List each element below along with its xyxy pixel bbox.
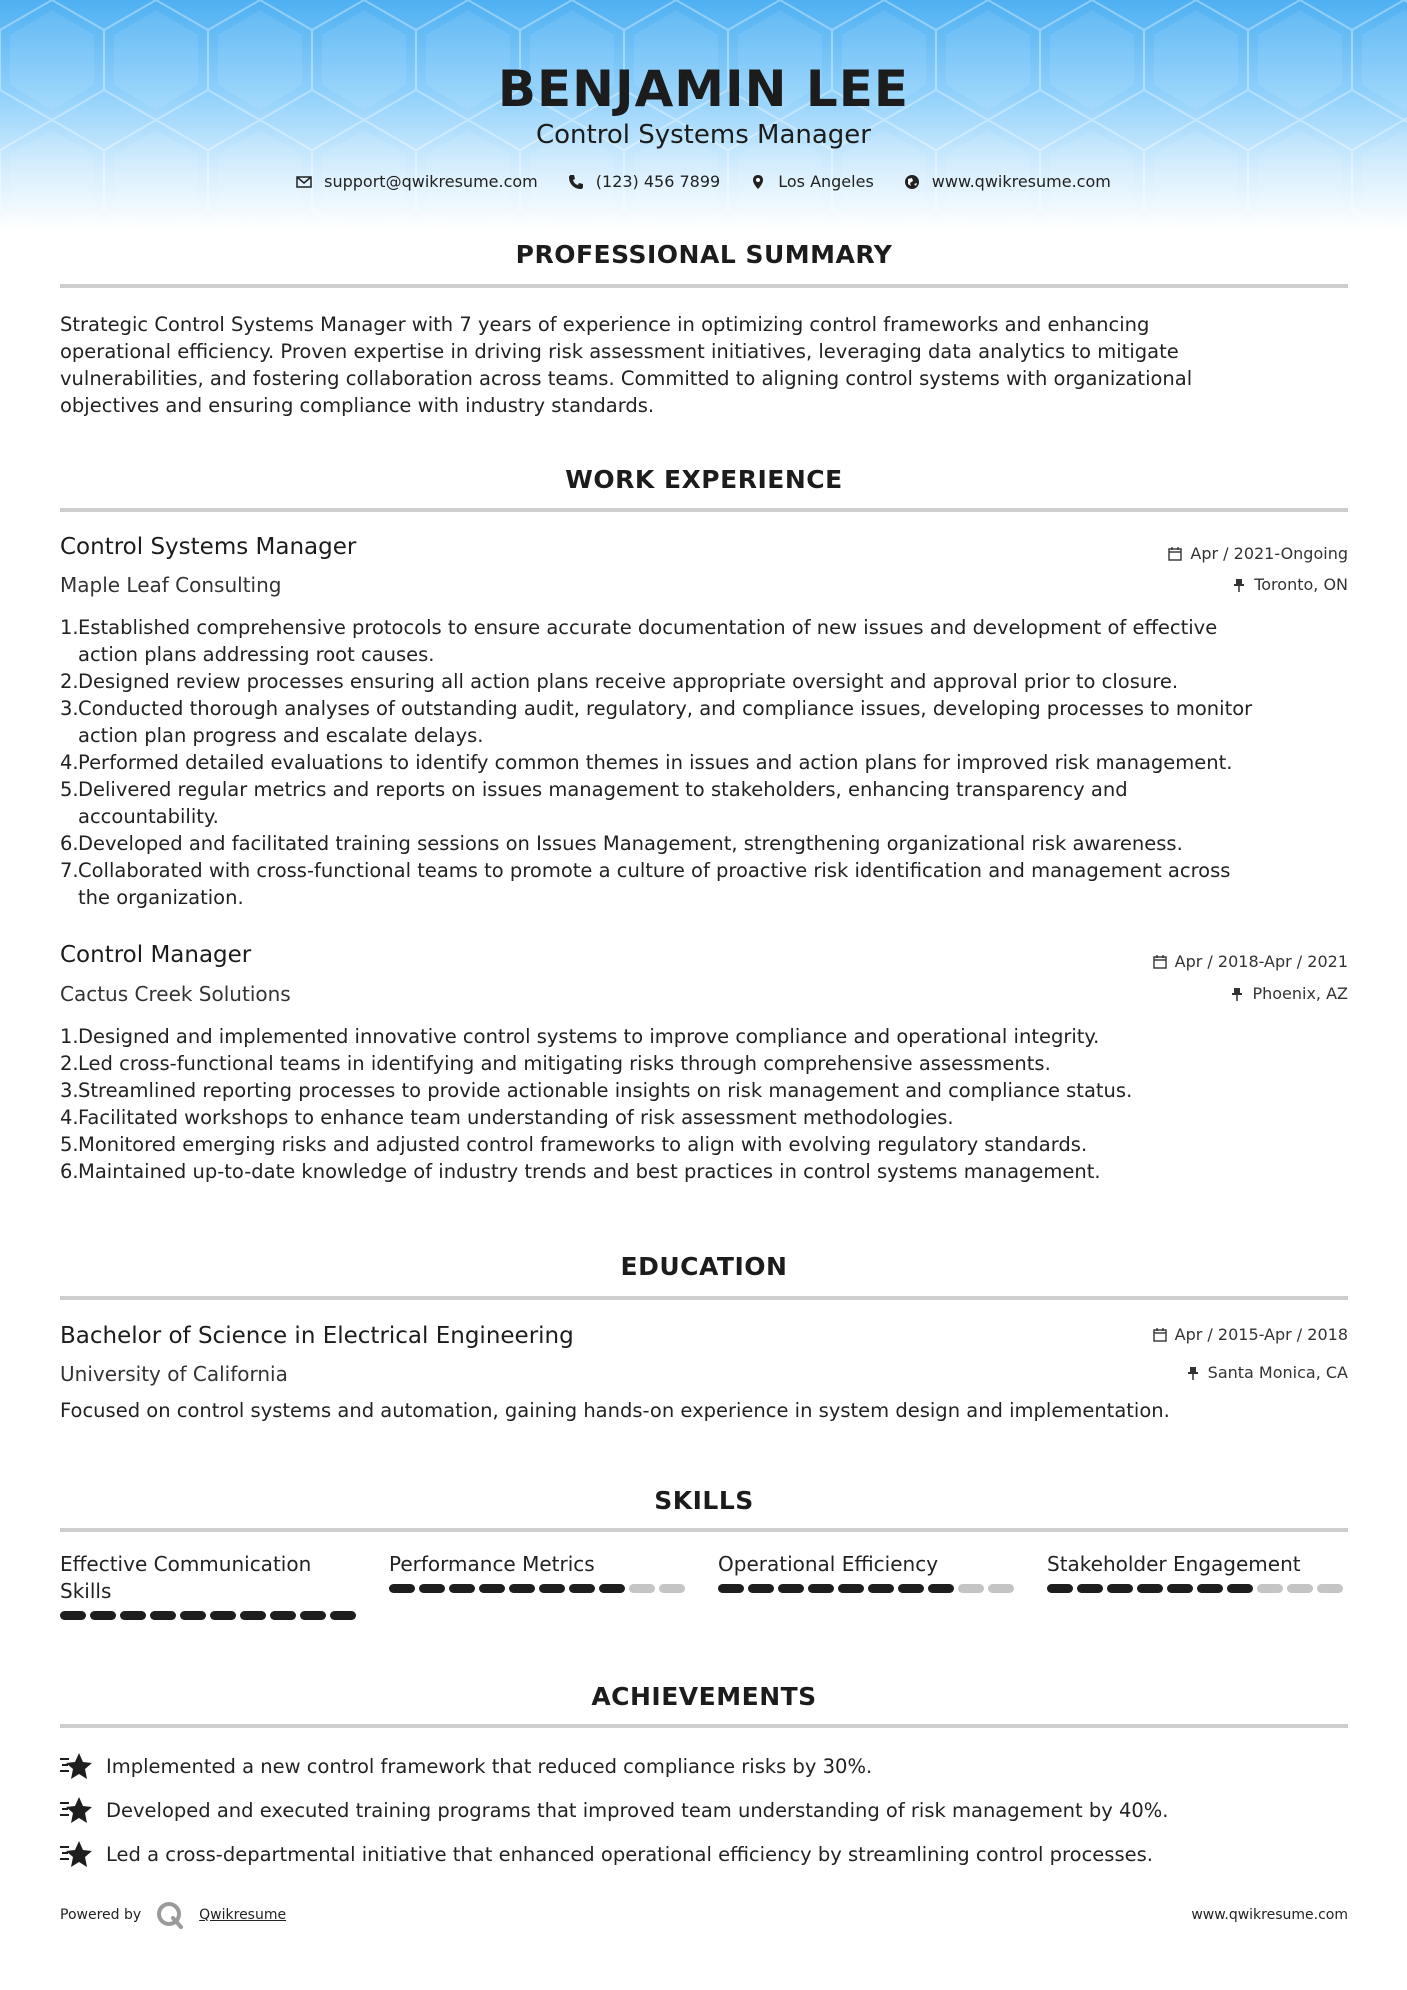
skill-level-segment-filled xyxy=(300,1611,326,1620)
section-title-experience: WORK EXPERIENCE xyxy=(565,465,843,494)
summary-line: objectives and ensuring compliance with industry standards. xyxy=(60,394,655,417)
job-bullets xyxy=(60,614,1348,911)
list-item: 5. Monitored emerging risks and adjusted control frameworks to align with evolving regulatory standards. xyxy=(60,1133,1088,1156)
skill-name-line: Operational Efficiency xyxy=(718,1552,939,1576)
skill-item xyxy=(389,1551,689,1593)
school-name: University of California xyxy=(60,1362,288,1386)
skill-level-segment-filled xyxy=(120,1611,146,1620)
skill-level-segment-empty xyxy=(958,1584,984,1593)
star-icon xyxy=(60,1795,92,1825)
skill-level-segment-filled xyxy=(778,1584,804,1593)
contact-email[interactable] xyxy=(296,172,538,191)
skill-level-segment-filled xyxy=(569,1584,595,1593)
achievement-text: Implemented a new control framework that reduced compliance risks by 30%. xyxy=(106,1754,873,1778)
list-item: 6. Developed and facilitated training sessions on Issues Management, strengthening organizational risk awareness. xyxy=(60,832,1183,855)
skill-level-segment-filled xyxy=(718,1584,744,1593)
skill-level-segment-filled xyxy=(928,1584,954,1593)
skill-name xyxy=(718,1551,1018,1578)
contact-email-text: support@qwikresume.com xyxy=(324,172,538,191)
header-banner xyxy=(0,0,1407,230)
skill-level-segment-filled xyxy=(1197,1584,1223,1593)
skill-level-segment-filled xyxy=(180,1611,206,1620)
skill-level-bar xyxy=(718,1584,1018,1593)
star-icon xyxy=(60,1839,92,1869)
calendar-icon xyxy=(1153,1328,1167,1342)
skill-level-segment-filled xyxy=(808,1584,834,1593)
section-title-summary: PROFESSIONAL SUMMARY xyxy=(515,240,893,269)
section-divider xyxy=(60,508,1348,512)
skill-name-line: Skills xyxy=(60,1579,112,1603)
education-location xyxy=(1186,1363,1348,1382)
skill-level-segment-filled xyxy=(419,1584,445,1593)
job-location-text: Phoenix, AZ xyxy=(1252,984,1348,1003)
skill-level-segment-filled xyxy=(509,1584,535,1593)
section-title-achievements: ACHIEVEMENTS xyxy=(591,1682,817,1711)
list-item: 2. Led cross-functional teams in identifying and mitigating risks through comprehensive assessments. xyxy=(60,1052,1051,1075)
skill-level-segment-filled xyxy=(270,1611,296,1620)
job-dates xyxy=(1168,544,1348,563)
skill-item xyxy=(1047,1551,1347,1593)
contact-website[interactable] xyxy=(904,172,1111,191)
skill-level-segment-empty xyxy=(988,1584,1014,1593)
footer-website[interactable]: www.qwikresume.com xyxy=(1191,1907,1348,1923)
contact-website-text: www.qwikresume.com xyxy=(931,172,1111,191)
section-title-skills: SKILLS xyxy=(654,1486,754,1515)
list-item: 4. Performed detailed evaluations to identify common themes in issues and action plans for improved risk management. xyxy=(60,751,1233,774)
pushpin-icon xyxy=(1186,1366,1200,1380)
list-item: 3. Conducted thorough analyses of outstanding audit, regulatory, and compliance issues, developing processes to monitor action plan progress and escalate delays. xyxy=(60,697,1253,747)
contact-location-text: Los Angeles xyxy=(778,172,874,191)
summary-line: Strategic Control Systems Manager with 7 years of experience in optimizing control frameworks and enhancing xyxy=(60,313,1150,336)
skill-level-segment-filled xyxy=(60,1611,86,1620)
section-divider xyxy=(60,1528,1348,1532)
skill-name xyxy=(1047,1551,1347,1578)
list-item: 1. Established comprehensive protocols to ensure accurate documentation of new issues and development of effective action plans addressing root causes. xyxy=(60,616,1218,666)
skill-name-line: Effective Communication xyxy=(60,1552,312,1576)
brand-link[interactable]: Qwikresume xyxy=(199,1907,287,1923)
skill-level-segment-filled xyxy=(1047,1584,1073,1593)
skill-level-segment-filled xyxy=(898,1584,924,1593)
skill-level-segment-filled xyxy=(240,1611,266,1620)
education-description: Focused on control systems and automation, gaining hands-on experience in system design and implementation. xyxy=(60,1399,1170,1422)
summary-line: operational efficiency. Proven expertise in driving risk assessment initiatives, leveraging data analytics to mitigate xyxy=(60,340,1179,363)
section-divider xyxy=(60,1724,1348,1728)
list-item: 3. Streamlined reporting processes to provide actionable insights on risk management and compliance status. xyxy=(60,1079,1133,1102)
education-location-text: Santa Monica, CA xyxy=(1207,1363,1348,1382)
phone-icon xyxy=(568,174,584,190)
job-dates-text: Apr / 2021-Ongoing xyxy=(1190,544,1348,563)
achievement-item xyxy=(60,1751,1348,1781)
skill-level-segment-filled xyxy=(838,1584,864,1593)
company-name: Cactus Creek Solutions xyxy=(60,982,291,1006)
skill-level-segment-empty xyxy=(659,1584,685,1593)
skill-level-segment-filled xyxy=(330,1611,356,1620)
skill-level-segment-filled xyxy=(1077,1584,1103,1593)
envelope-icon xyxy=(296,174,312,190)
skill-level-segment-filled xyxy=(1227,1584,1253,1593)
skill-name-line: Stakeholder Engagement xyxy=(1047,1552,1301,1576)
skill-level-segment-filled xyxy=(90,1611,116,1620)
section-title-education: EDUCATION xyxy=(620,1252,788,1281)
summary-text xyxy=(60,311,1348,419)
skill-level-segment-filled xyxy=(389,1584,415,1593)
skill-level-segment-filled xyxy=(539,1584,565,1593)
candidate-title: Control Systems Manager xyxy=(536,120,871,150)
skill-level-segment-filled xyxy=(1167,1584,1193,1593)
list-item: 2. Designed review processes ensuring all action plans receive appropriate oversight and approval prior to closure. xyxy=(60,670,1179,693)
skill-item xyxy=(60,1551,360,1620)
globe-icon xyxy=(904,174,920,190)
contact-row xyxy=(0,172,1407,191)
skill-level-segment-filled xyxy=(210,1611,236,1620)
calendar-icon xyxy=(1168,547,1182,561)
list-item: 6. Maintained up-to-date knowledge of industry trends and best practices in control systems management. xyxy=(60,1160,1101,1183)
contact-phone-text: (123) 456 7899 xyxy=(595,172,721,191)
skill-level-segment-filled xyxy=(1137,1584,1163,1593)
degree-title: Bachelor of Science in Electrical Engineering xyxy=(60,1323,574,1349)
pushpin-icon xyxy=(1232,578,1246,592)
achievement-text: Developed and executed training programs that improved team understanding of risk management by 40%. xyxy=(106,1798,1169,1822)
job-title: Control Systems Manager xyxy=(60,534,357,560)
achievement-text: Led a cross-departmental initiative that enhanced operational efficiency by streamlining control processes. xyxy=(106,1842,1153,1866)
skill-level-segment-empty xyxy=(1257,1584,1283,1593)
list-item: 4. Facilitated workshops to enhance team understanding of risk assessment methodologies. xyxy=(60,1106,954,1129)
job-title: Control Manager xyxy=(60,942,252,968)
section-divider xyxy=(60,284,1348,288)
education-dates-text: Apr / 2015-Apr / 2018 xyxy=(1174,1325,1348,1344)
skill-level-segment-filled xyxy=(748,1584,774,1593)
education-dates xyxy=(1153,1325,1348,1344)
skill-level-segment-filled xyxy=(150,1611,176,1620)
candidate-name: BENJAMIN LEE xyxy=(497,60,910,118)
pushpin-icon xyxy=(1230,987,1244,1001)
job-dates-text: Apr / 2018-Apr / 2021 xyxy=(1174,952,1348,971)
calendar-icon xyxy=(1153,955,1167,969)
section-divider xyxy=(60,1296,1348,1300)
achievement-item xyxy=(60,1839,1348,1869)
summary-line: vulnerabilities, and fostering collaboration across teams. Committed to aligning control systems with organizational xyxy=(60,367,1193,390)
star-icon xyxy=(60,1751,92,1781)
skill-level-segment-filled xyxy=(868,1584,894,1593)
skill-name xyxy=(389,1551,689,1578)
job-dates xyxy=(1153,952,1348,971)
job-location-text: Toronto, ON xyxy=(1254,575,1348,594)
skill-level-segment-empty xyxy=(629,1584,655,1593)
skill-level-segment-filled xyxy=(1107,1584,1133,1593)
list-item: 5. Delivered regular metrics and reports on issues management to stakeholders, enhancing transparency and accountability. xyxy=(60,778,1128,828)
map-pin-icon xyxy=(750,174,766,190)
skill-name-line: Performance Metrics xyxy=(389,1552,595,1576)
contact-phone[interactable] xyxy=(568,172,720,191)
achievement-item xyxy=(60,1795,1348,1825)
footer-powered-by xyxy=(60,1900,286,1930)
powered-by-label: Powered by xyxy=(60,1907,142,1923)
skill-level-bar xyxy=(389,1584,689,1593)
skill-level-segment-filled xyxy=(599,1584,625,1593)
job-bullets xyxy=(60,1023,1348,1185)
skill-name xyxy=(60,1551,360,1605)
skill-level-segment-filled xyxy=(479,1584,505,1593)
contact-location xyxy=(750,172,874,191)
skill-level-bar xyxy=(60,1611,360,1620)
skill-level-segment-filled xyxy=(449,1584,475,1593)
skill-item xyxy=(718,1551,1018,1593)
skill-level-segment-empty xyxy=(1317,1584,1343,1593)
job-location xyxy=(1232,575,1348,594)
company-name: Maple Leaf Consulting xyxy=(60,573,282,597)
skill-level-segment-empty xyxy=(1287,1584,1313,1593)
job-location xyxy=(1230,984,1348,1003)
list-item: 1. Designed and implemented innovative control systems to improve compliance and operational integrity. xyxy=(60,1025,1100,1048)
list-item: 7. Collaborated with cross-functional teams to promote a culture of proactive risk identification and management across the organization. xyxy=(60,859,1231,909)
qwikresume-logo-icon xyxy=(155,1900,185,1930)
skill-level-bar xyxy=(1047,1584,1347,1593)
